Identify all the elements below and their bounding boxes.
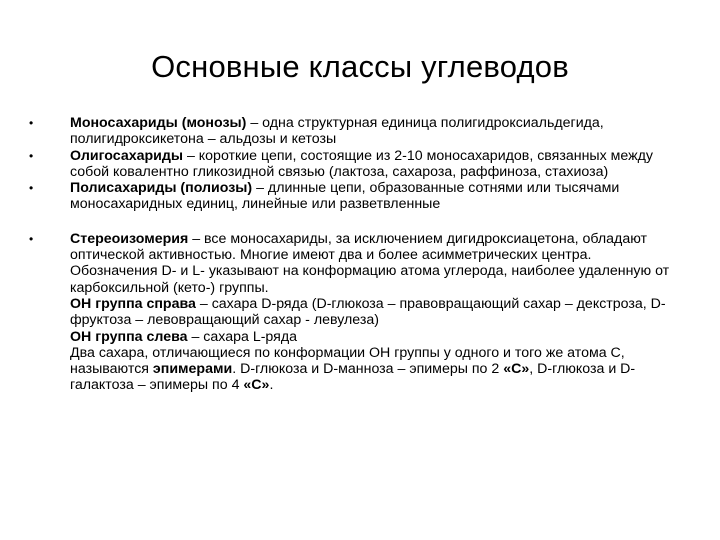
text-monosaccharides: – одна структурная единица полигидроксиальдегида, полигидроксикетона – альдозы и кетозы <box>70 115 604 148</box>
bullet-icon: • <box>29 231 34 246</box>
slide-body <box>29 115 682 394</box>
term-epimers: эпимерами <box>152 361 233 378</box>
term-oligosaccharides: Олигосахариды <box>70 147 184 164</box>
text-polysaccharides: – длинные цепи, образованные сотнями или тысячами моносахаридных единиц, линейные или разветвленные <box>70 180 620 213</box>
text-epimer-glucose-galactose: , D-глюкоза и D-галактоза – эпимеры по 4 <box>70 361 636 394</box>
text-stereoisomerism: – все моносахариды, за исключением дигидроксиацетона, обладают оптической активностью. Многие имеют два и более асимметрических центра. Обозначения D- и L- указывают на конформацию атома углерода, наиболее удаленную от карбоксильной (кето-) группы. <box>70 230 670 296</box>
term-polysaccharides: Полисахариды (полиозы) <box>70 180 253 197</box>
term-c4: «С» <box>243 377 270 394</box>
list-item-polysaccharides <box>29 180 682 213</box>
term-stereoisomerism: Стереоизомерия <box>70 230 189 247</box>
list-item-oligosaccharides <box>29 147 682 181</box>
text-epimer-glucose-mannose: . D-глюкоза и D-манноза – эпимеры по 2 <box>232 361 504 378</box>
term-oh-right: ОН группа справа <box>70 295 196 312</box>
bullet-icon: • <box>29 148 34 163</box>
slide-title: Основные классы углеводов <box>151 49 569 84</box>
list-item-stereoisomerism <box>29 230 682 394</box>
text-epimer-end: . <box>269 377 274 394</box>
term-c2: «С» <box>503 361 530 378</box>
text-oh-left: – сахара L-ряда <box>187 328 298 345</box>
text-epimer-intro: Два сахара, отличающиеся по конформации ОН группы у одного и того же атома С, называются <box>70 344 625 378</box>
list-item-monosaccharides <box>29 115 682 148</box>
text-oh-right: – сахара D-ряда (D-глюкоза – правовращающий сахар – декстроза, D-фруктоза – левовращающий сахар - левулеза) <box>70 295 666 329</box>
term-oh-left: ОН группа слева <box>70 328 188 345</box>
bullet-icon: • <box>29 116 34 130</box>
term-monosaccharides: Моносахариды (монозы) <box>70 115 247 131</box>
bullet-icon: • <box>29 181 34 196</box>
text-oligosaccharides: – короткие цепи, состоящие из 2-10 моносахаридов, связанных между собой ковалентно гликозидной связью (лактоза, сахароза, раффиноза, стахиоза) <box>70 147 654 180</box>
